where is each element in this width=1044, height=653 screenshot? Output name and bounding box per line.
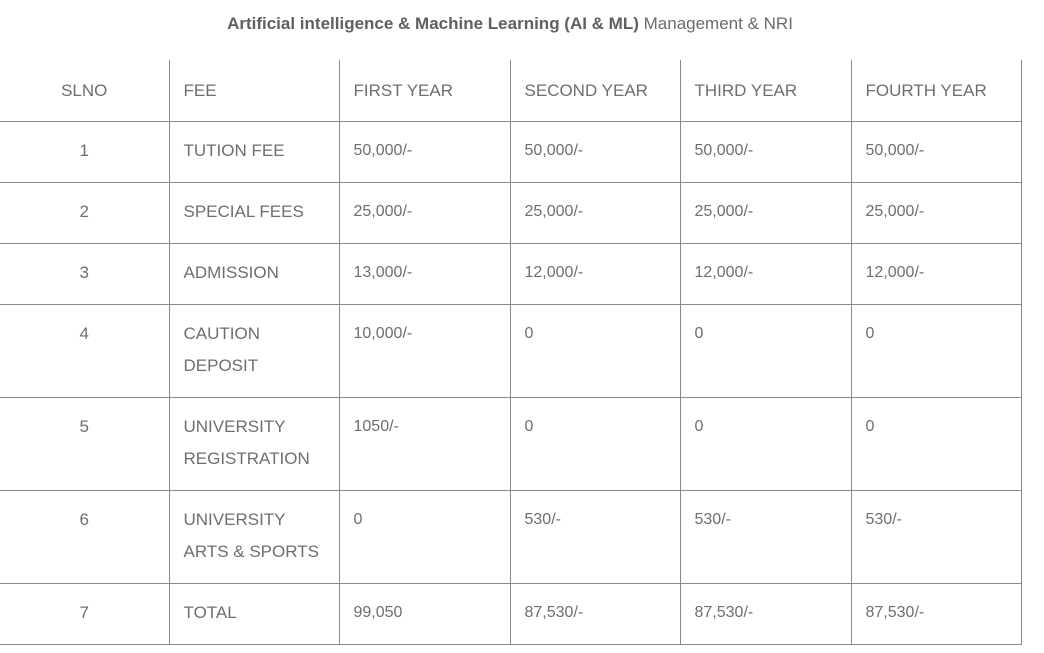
page-title — [0, 14, 1020, 34]
header-first-year: FIRST YEAR — [339, 60, 510, 122]
cell-second-year: 50,000/- — [510, 122, 680, 183]
cell-fee: TOTAL — [169, 584, 339, 645]
table-row — [0, 122, 1021, 183]
table-row — [0, 305, 1021, 398]
cell-second-year: 12,000/- — [510, 244, 680, 305]
cell-slno: 6 — [0, 491, 169, 584]
cell-first-year: 50,000/- — [339, 122, 510, 183]
header-slno: SLNO — [0, 60, 169, 122]
header-fourth-year: FOURTH YEAR — [851, 60, 1021, 122]
cell-second-year: 530/- — [510, 491, 680, 584]
cell-fee: SPECIAL FEES — [169, 183, 339, 244]
cell-third-year: 530/- — [680, 491, 851, 584]
cell-first-year: 0 — [339, 491, 510, 584]
cell-second-year: 87,530/- — [510, 584, 680, 645]
cell-first-year: 10,000/- — [339, 305, 510, 398]
header-fee: FEE — [169, 60, 339, 122]
cell-fee: ADMISSION — [169, 244, 339, 305]
cell-fee: CAUTION DEPOSIT — [169, 305, 339, 398]
cell-fourth-year: 12,000/- — [851, 244, 1021, 305]
cell-first-year: 25,000/- — [339, 183, 510, 244]
cell-third-year: 50,000/- — [680, 122, 851, 183]
cell-third-year: 0 — [680, 305, 851, 398]
cell-third-year: 25,000/- — [680, 183, 851, 244]
program-name: Artificial intelligence & Machine Learning (AI & ML) — [227, 14, 639, 33]
cell-third-year: 87,530/- — [680, 584, 851, 645]
cell-second-year: 0 — [510, 398, 680, 491]
fee-table — [0, 60, 1022, 645]
cell-fourth-year: 50,000/- — [851, 122, 1021, 183]
cell-fee: TUTION FEE — [169, 122, 339, 183]
cell-fourth-year: 0 — [851, 305, 1021, 398]
cell-second-year: 0 — [510, 305, 680, 398]
cell-first-year: 1050/- — [339, 398, 510, 491]
table-row — [0, 491, 1021, 584]
quota-label: Management & NRI — [643, 14, 793, 33]
cell-fourth-year: 530/- — [851, 491, 1021, 584]
cell-slno: 4 — [0, 305, 169, 398]
table-header-row — [0, 60, 1021, 122]
header-second-year: SECOND YEAR — [510, 60, 680, 122]
header-third-year: THIRD YEAR — [680, 60, 851, 122]
cell-second-year: 25,000/- — [510, 183, 680, 244]
table-row-total — [0, 584, 1021, 645]
table-row — [0, 183, 1021, 244]
cell-fourth-year: 87,530/- — [851, 584, 1021, 645]
cell-third-year: 12,000/- — [680, 244, 851, 305]
cell-fee: UNIVERSITY REGISTRATION — [169, 398, 339, 491]
cell-slno: 7 — [0, 584, 169, 645]
cell-fourth-year: 0 — [851, 398, 1021, 491]
cell-fourth-year: 25,000/- — [851, 183, 1021, 244]
cell-third-year: 0 — [680, 398, 851, 491]
cell-fee: UNIVERSITY ARTS & SPORTS — [169, 491, 339, 584]
table-row — [0, 244, 1021, 305]
cell-slno: 5 — [0, 398, 169, 491]
table-row — [0, 398, 1021, 491]
cell-slno: 1 — [0, 122, 169, 183]
cell-slno: 2 — [0, 183, 169, 244]
cell-first-year: 13,000/- — [339, 244, 510, 305]
cell-first-year: 99,050 — [339, 584, 510, 645]
cell-slno: 3 — [0, 244, 169, 305]
